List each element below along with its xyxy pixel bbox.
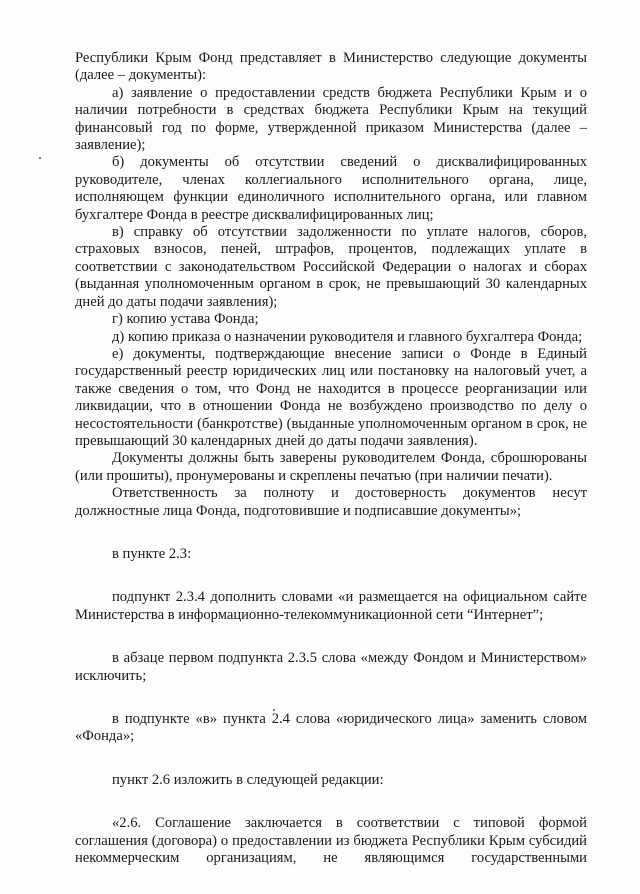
document-body: [75, 50, 587, 867]
paragraph-responsibility: Ответственность за полноту и достоверность документов несут должностные лица Фонда, подготовившие и подписавшие документы»;: [75, 485, 587, 519]
paragraph-item-d: д) копию приказа о назначении руководителя и главного бухгалтера Фонда;: [112, 328, 583, 345]
scan-speck: [273, 709, 275, 711]
scan-speck: [39, 157, 41, 159]
paragraph-certification: Документы должны быть заверены руководителем Фонда, сброшюрованы (или прошиты), пронумерованы и скреплены печатью (при наличии печати).: [75, 450, 587, 484]
paragraph-point-2-4: в подпункте «в» пункта 2.4 слова «юридического лица» заменить словом «Фонда»;: [75, 711, 587, 745]
paragraph-item-b: б) документы об отсутствии сведений о дисквалифицированных руководителе, членах коллегиального исполнительного органа, лице, исполняющем функции единоличного исполнительного органа, или главном бухгалтере Фонда в реестре дисквалифицированных лиц;: [75, 154, 587, 223]
paragraph-intro: Республики Крым Фонд представляет в Министерство следующие документы (далее – документы):: [75, 50, 587, 84]
paragraph-subpoint-2-3-5: в абзаце первом подпункта 2.3.5 слова «между Фондом и Министерством» исключить;: [75, 650, 587, 684]
paragraph-item-e: е) документы, подтверждающие внесение записи о Фонде в Единый государственный реестр юридических лиц или постановку на налоговый учет, а также сведения о том, что Фонд не находится в процессе реорганизации или ликвидации, что в отношении Фонда не возбуждено производство по делу о несостоятельности (банкротстве) (выданные уполномоченным органом в срок, не превышающий 30 календарных дней до даты подачи заявления).: [75, 345, 587, 449]
paragraph-point-2-3: в пункте 2.3:: [112, 545, 192, 562]
paragraph-new-2-6: «2.6. Соглашение заключается в соответствии с типовой формой соглашения (договора) о предоставлении из бюджета Республики Крым субсидий некоммерческим организациям, не являющимся государственными: [75, 815, 587, 867]
paragraph-point-2-6: пункт 2.6 изложить в следующей редакции:: [112, 771, 384, 788]
paragraph-item-v: в) справку об отсутствии задолженности по уплате налогов, сборов, страховых взносов, пеней, штрафов, процентов, подлежащих уплате в соответствии с законодательством Российской Федерации о налогах и сборах (выданная уполномоченным органом в срок, не превышающий 30 календарных дней до даты подачи заявления);: [75, 224, 587, 310]
paragraph-item-a: а) заявление о предоставлении средств бюджета Республики Крым и о наличии потребности в средствах бюджета Республики Крым на текущий финансовый год по форме, утвержденной приказом Министерства (далее – заявление);: [75, 84, 587, 154]
paragraph-item-g: г) копию устава Фонда;: [112, 311, 259, 328]
paragraph-subpoint-2-3-4: подпункт 2.3.4 дополнить словами «и размещается на официальном сайте Министерства в информационно-телекоммуникационной сети “Интернет”;: [75, 589, 587, 623]
